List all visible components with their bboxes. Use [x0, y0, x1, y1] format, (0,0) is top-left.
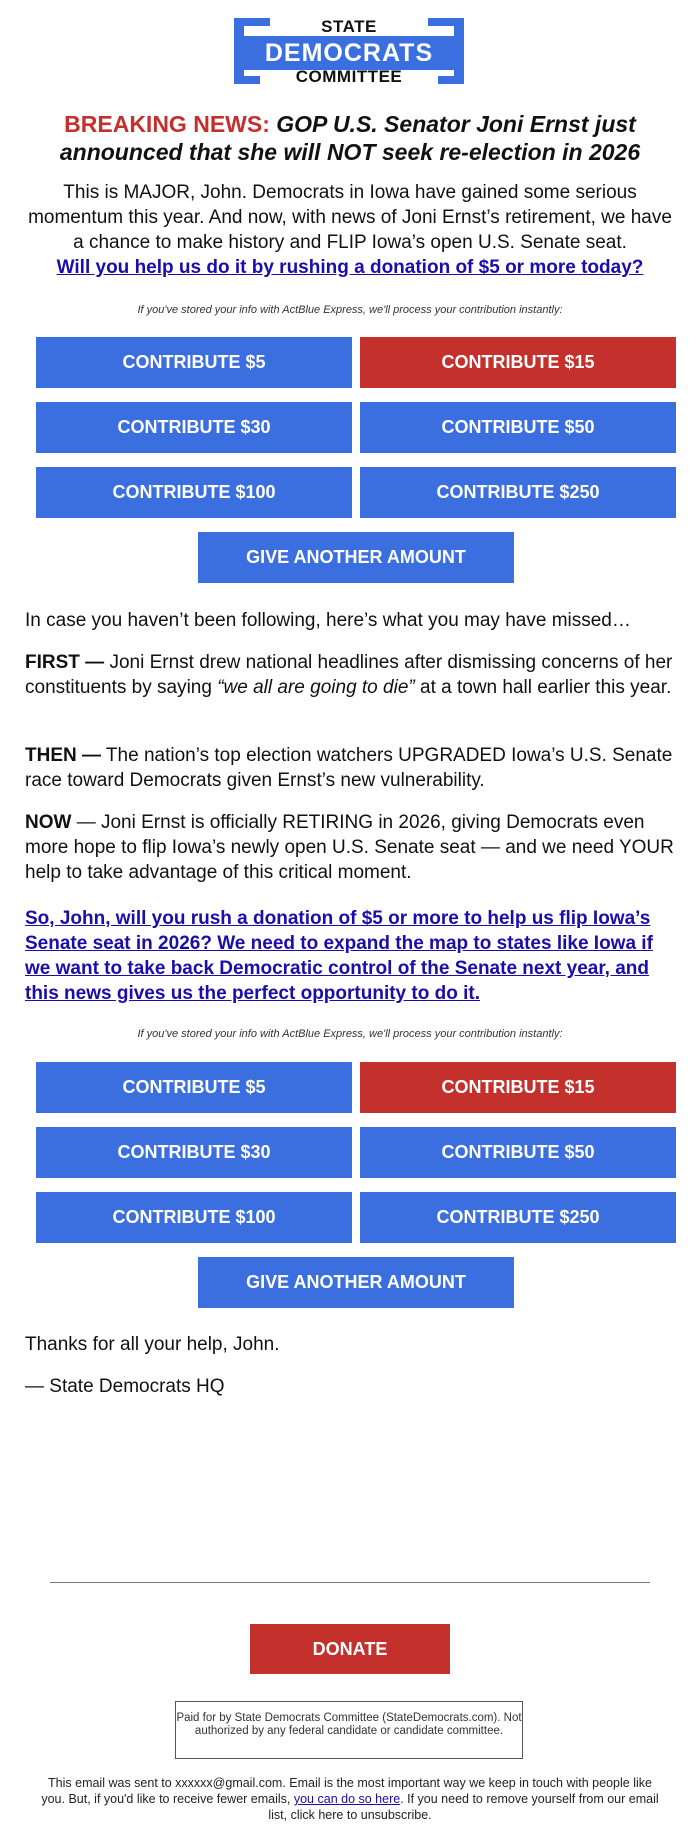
intro-donate-link[interactable]: Will you help us do it by rushing a donation of $5 or more today? — [56, 257, 644, 278]
contribute-100-button[interactable]: CONTRIBUTE $100 — [36, 1192, 352, 1243]
donate-button[interactable]: DONATE — [250, 1624, 450, 1674]
contribute-15-button[interactable]: CONTRIBUTE $15 — [360, 337, 676, 388]
now-paragraph — [25, 810, 675, 885]
now-text: — Joni Ernst is officially RETIRING in 2026, giving Democrats even more hope to flip Iowa’s newly open U.S. Senate seat — and we need YOUR help to take advantage of this critical moment. — [25, 812, 674, 883]
contribute-50-button[interactable]: CONTRIBUTE $50 — [360, 402, 676, 453]
logo-line-committee: COMMITTEE — [295, 67, 403, 86]
first-quote: “we all are going to die” — [217, 677, 415, 698]
thanks-text: Thanks for all your help, John. — [25, 1334, 280, 1355]
intro-text: This is MAJOR, John. Democrats in Iowa have gained some serious momentum this year. And now, with news of Joni Ernst’s retirement, we have a chance to make history and FLIP Iowa’s open U.S. Senate seat. — [28, 182, 672, 253]
headline — [30, 110, 670, 166]
headline-text: GOP U.S. Senator Joni Ernst just announced that she will NOT seek re-election in 2026 — [59, 111, 641, 165]
now-label: NOW — [25, 812, 72, 833]
missed-paragraph: In case you haven’t been following, here’s what you may have missed… — [25, 610, 631, 631]
footer-sent-mid: . Email is the most important way we keep in touch with people like you. But, if you'd like to receive fewer emails, — [41, 1776, 652, 1806]
logo-line-state: STATE — [321, 17, 377, 36]
give-another-amount-button[interactable]: GIVE ANOTHER AMOUNT — [198, 1257, 514, 1308]
first-label: FIRST — — [25, 652, 105, 673]
signoff-text: — State Democrats HQ — [25, 1376, 225, 1397]
footer-text — [40, 1775, 660, 1823]
paid-for-disclaimer: Paid for by State Democrats Committee (StateDemocrats.com). Not authorized by any federal candidate or candidate committee. — [175, 1701, 523, 1759]
fewer-emails-link[interactable]: you can do so here — [293, 1792, 401, 1806]
first-paragraph — [25, 650, 675, 700]
contribute-5-button[interactable]: CONTRIBUTE $5 — [36, 1062, 352, 1113]
state-democrats-logo — [234, 18, 464, 84]
logo-line-democrats: DEMOCRATS — [264, 39, 434, 67]
contribute-250-button[interactable]: CONTRIBUTE $250 — [360, 1192, 676, 1243]
contribute-50-button[interactable]: CONTRIBUTE $50 — [360, 1127, 676, 1178]
breaking-news-label: BREAKING NEWS: — [64, 111, 270, 137]
give-another-amount-button[interactable]: GIVE ANOTHER AMOUNT — [198, 532, 514, 583]
intro-paragraph — [25, 180, 675, 280]
footer-sent-suffix: . If you need to remove yourself from our email list, click here to unsubscribe. — [268, 1792, 659, 1822]
recipient-email: xxxxxx@gmail.com — [175, 1776, 283, 1790]
first-text: Joni Ernst drew national headlines after dismissing concerns of her constituents by saying — [25, 652, 673, 698]
footer-divider — [50, 1582, 650, 1583]
contribute-5-button[interactable]: CONTRIBUTE $5 — [36, 337, 352, 388]
actblue-note-1: If you've stored your info with ActBlue Express, we'll process your contribution instantly: — [137, 304, 563, 316]
then-text: The nation’s top election watchers UPGRADED Iowa’s U.S. Senate race toward Democrats given Ernst’s new vulnerability. — [25, 745, 673, 791]
contribute-30-button[interactable]: CONTRIBUTE $30 — [36, 1127, 352, 1178]
then-paragraph — [25, 743, 675, 793]
then-label: THEN — — [25, 745, 101, 766]
actblue-note-2: If you've stored your info with ActBlue Express, we'll process your contribution instantly: — [137, 1028, 563, 1040]
ask-donate-link[interactable]: So, John, will you rush a donation of $5 or more to help us flip Iowa’s Senate seat in 2026? We need to expand the map to states like Iowa if we want to take back Democratic control of the Senate next year, and this news gives us the perfect opportunity to do it. — [25, 908, 653, 1004]
contribute-100-button[interactable]: CONTRIBUTE $100 — [36, 467, 352, 518]
ask-paragraph — [25, 906, 675, 1006]
contribute-30-button[interactable]: CONTRIBUTE $30 — [36, 402, 352, 453]
first-text-end: at a town hall earlier this year. — [414, 677, 672, 698]
footer-sent-prefix: This email was sent to — [48, 1776, 176, 1790]
contribute-250-button[interactable]: CONTRIBUTE $250 — [360, 467, 676, 518]
contribute-15-button[interactable]: CONTRIBUTE $15 — [360, 1062, 676, 1113]
